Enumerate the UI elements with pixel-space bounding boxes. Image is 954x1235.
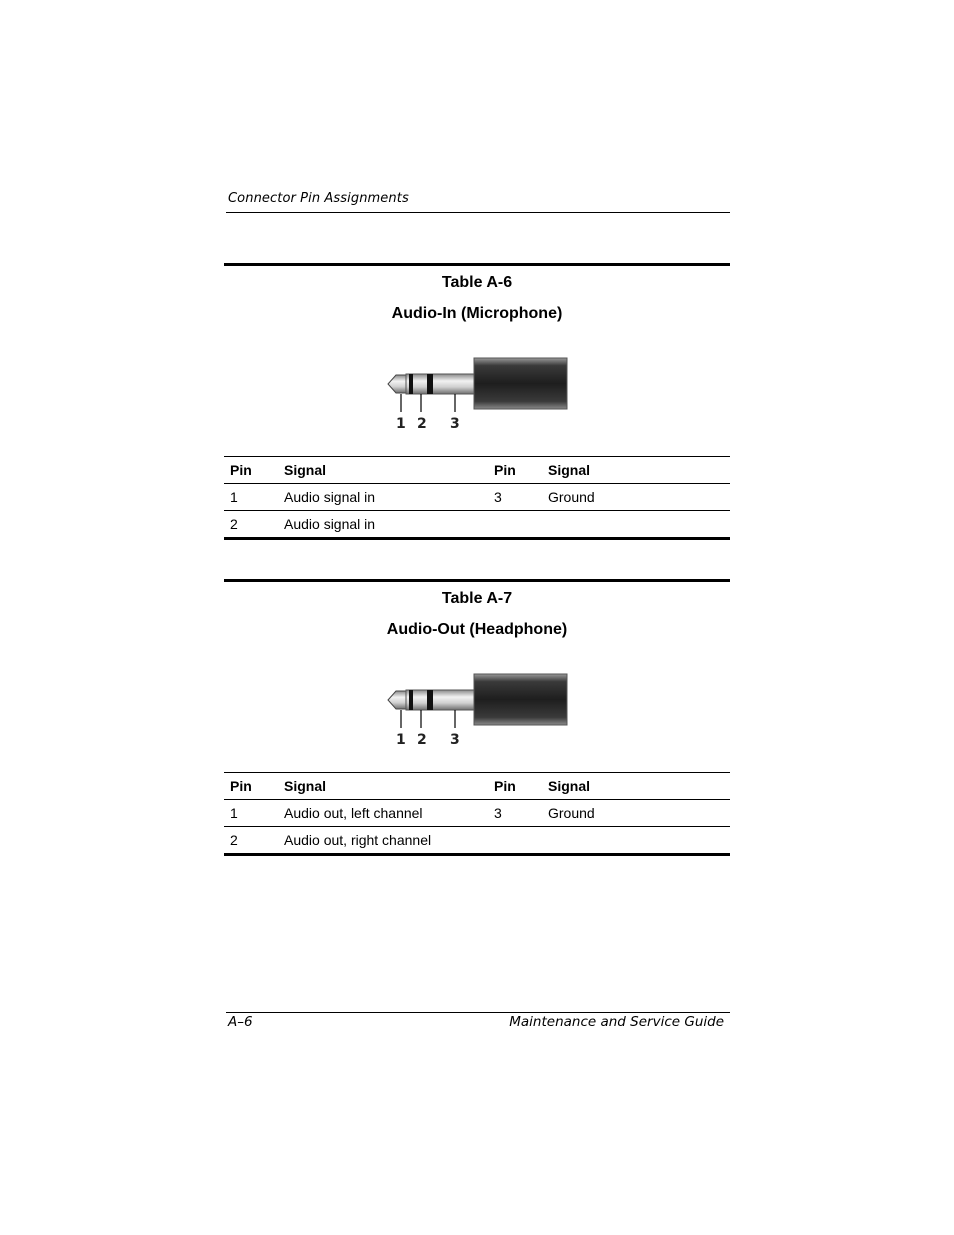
table-row <box>224 827 730 855</box>
table-number: Table A-6 <box>441 274 513 291</box>
table-cell: 3 <box>488 800 542 827</box>
pin-table <box>224 772 730 856</box>
table-cell: 2 <box>224 511 278 539</box>
table-cell: Audio signal in <box>278 484 488 511</box>
audio-plug-diagram <box>384 354 574 434</box>
table-cell: Audio signal in <box>278 511 488 539</box>
table-title: Audio-Out (Headphone) <box>386 621 568 638</box>
column-header: Pin <box>488 773 542 800</box>
column-header: Signal <box>278 457 488 484</box>
guide-title: Maintenance and Service Guide <box>509 1014 724 1030</box>
callout-1: 1 <box>396 732 406 748</box>
table-cell: 2 <box>224 827 278 855</box>
table-a7-block <box>224 579 730 857</box>
table-header-row <box>224 773 730 800</box>
table-cell: Audio out, left channel <box>278 800 488 827</box>
table-number: Table A-7 <box>441 590 513 607</box>
table-cell: Ground <box>542 800 730 827</box>
plug-tip <box>388 691 406 709</box>
table-cell <box>488 827 542 855</box>
column-header: Pin <box>224 457 278 484</box>
header-rule <box>226 212 730 213</box>
callout-1: 1 <box>396 416 406 432</box>
table-row <box>224 484 730 511</box>
plug-ring-2 <box>427 374 433 394</box>
plug-ring-1 <box>409 690 413 710</box>
column-header: Signal <box>278 773 488 800</box>
column-header: Pin <box>488 457 542 484</box>
table-cell: 1 <box>224 484 278 511</box>
callout-2: 2 <box>417 416 427 432</box>
table-cell: Audio out, right channel <box>278 827 488 855</box>
plug-sleeve <box>406 374 476 394</box>
plug-tip <box>388 375 406 393</box>
callout-3: 3 <box>450 732 460 748</box>
plug-body <box>474 674 567 725</box>
running-header: Connector Pin Assignments <box>228 191 409 206</box>
table-cell: 3 <box>488 484 542 511</box>
table-cell <box>542 827 730 855</box>
column-header: Signal <box>542 773 730 800</box>
table-row <box>224 800 730 827</box>
footer-rule <box>226 1012 730 1013</box>
plug-ring-2 <box>427 690 433 710</box>
table-cell <box>488 511 542 539</box>
plug-sleeve <box>406 690 476 710</box>
table-header-row <box>224 457 730 484</box>
column-header: Signal <box>542 457 730 484</box>
column-header: Pin <box>224 773 278 800</box>
callout-3: 3 <box>450 416 460 432</box>
table-title: Audio-In (Microphone) <box>391 305 563 322</box>
callout-2: 2 <box>417 732 427 748</box>
audio-plug-diagram <box>384 670 574 750</box>
table-a6-block <box>224 263 730 541</box>
page-number: A–6 <box>228 1014 253 1030</box>
table-cell: Ground <box>542 484 730 511</box>
plug-ring-1 <box>409 374 413 394</box>
table-cell: 1 <box>224 800 278 827</box>
pin-table <box>224 456 730 540</box>
table-row <box>224 511 730 539</box>
plug-body <box>474 358 567 409</box>
table-cell <box>542 511 730 539</box>
